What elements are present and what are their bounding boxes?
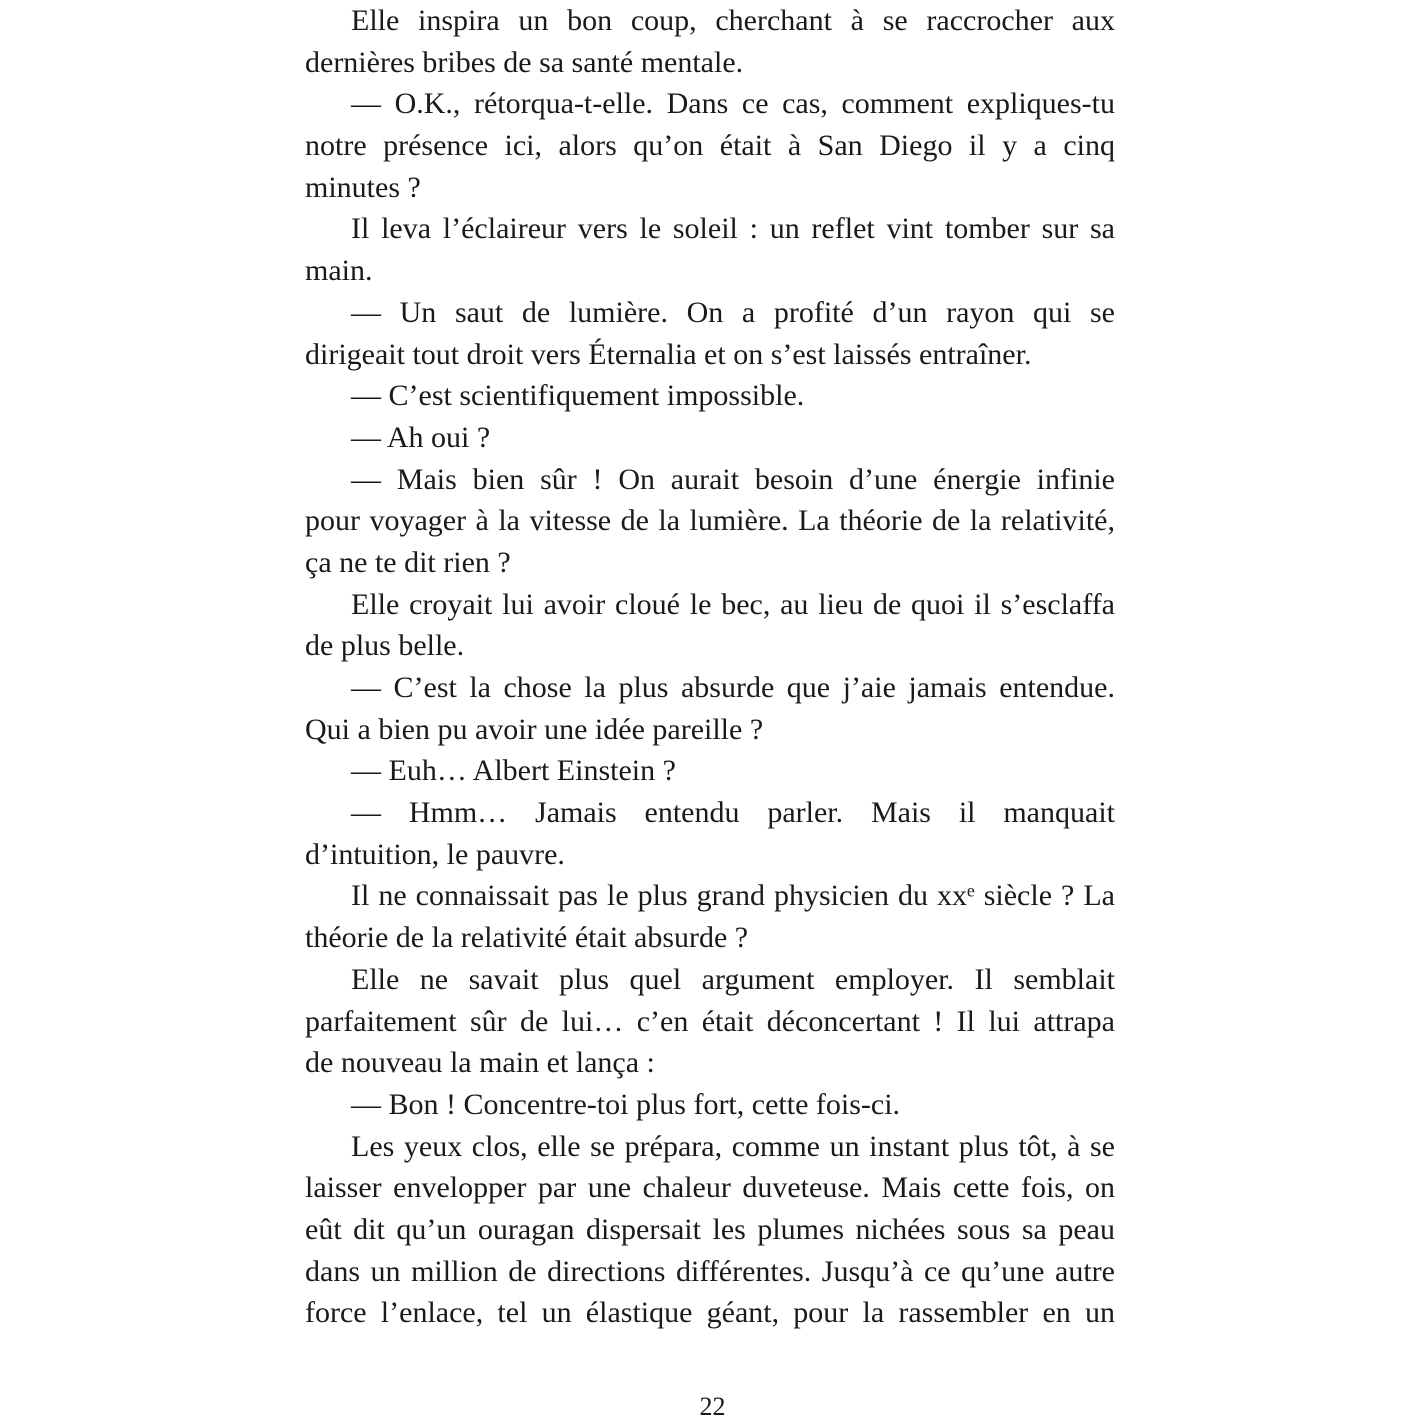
- text-line: d’intuition, le pauvre.: [305, 837, 565, 871]
- text-line: — Ah oui ?: [351, 420, 491, 454]
- text-line: — Bon ! Concentre-toi plus fort, cette fois-ci.: [351, 1087, 901, 1121]
- text-line: force l’enlace, tel un élastique géant, pour la rassembler en un: [305, 1296, 1115, 1330]
- text-line: Elle inspira un bon coup, cherchant à se raccrocher aux: [351, 4, 1115, 37]
- text-line: main.: [305, 254, 373, 288]
- text-line: dans un million de directions différentes. Jusqu’à ce qu’une autre: [305, 1254, 1115, 1288]
- page-number: 22: [699, 1392, 726, 1421]
- text-line: eût dit qu’un ouragan dispersait les plumes nichées sous sa peau: [305, 1212, 1115, 1246]
- text-line: de nouveau la main et lança :: [305, 1046, 655, 1080]
- text-line: Elle croyait lui avoir cloué le bec, au lieu de quoi il s’esclaffa: [351, 587, 1115, 621]
- text-line: parfaitement sûr de lui… c’en était déconcertant ! Il lui attrapa: [305, 1004, 1115, 1038]
- text-line: — O.K., rétorqua-t-elle. Dans ce cas, comment expliques-tu: [351, 87, 1115, 121]
- book-page-body: [305, 0, 1115, 1334]
- text-line: — Hmm… Jamais entendu parler. Mais il manquait: [351, 796, 1115, 830]
- text-line: — C’est scientifiquement impossible.: [351, 379, 805, 413]
- text-line: notre présence ici, alors qu’on était à San Diego il y a cinq: [305, 129, 1115, 163]
- text-line: pour voyager à la vitesse de la lumière. La théorie de la relativité,: [305, 504, 1115, 538]
- text-line: Elle ne savait plus quel argument employer. Il semblait: [351, 962, 1115, 996]
- text-line: dirigeait tout droit vers Éternalia et on s’est laissés entraîner.: [305, 337, 1032, 371]
- text-line: dernières bribes de sa santé mentale.: [305, 45, 744, 79]
- text-line: théorie de la relativité était absurde ?: [305, 921, 749, 955]
- text-line: Qui a bien pu avoir une idée pareille ?: [305, 712, 764, 746]
- text-line: ça ne te dit rien ?: [305, 545, 511, 579]
- text-line: — Mais bien sûr ! On aurait besoin d’une énergie infinie: [351, 462, 1115, 496]
- text-line: — Euh… Albert Einstein ?: [351, 754, 676, 788]
- text-line: minutes ?: [305, 170, 421, 204]
- text-line: — Un saut de lumière. On a profité d’un rayon qui se: [351, 295, 1115, 329]
- text-line: laisser envelopper par une chaleur duveteuse. Mais cette fois, on: [305, 1171, 1115, 1205]
- text-line: Il leva l’éclaireur vers le soleil : un reflet vint tomber sur sa: [351, 212, 1115, 246]
- text-line: — C’est la chose la plus absurde que j’aie jamais entendue.: [351, 671, 1115, 704]
- text-line: Il ne connaissait pas le plus grand physicien du xxᵉ siècle ? La: [351, 879, 1115, 913]
- text-line: de plus belle.: [305, 629, 465, 663]
- text-line: Les yeux clos, elle se prépara, comme un instant plus tôt, à se: [351, 1129, 1115, 1163]
